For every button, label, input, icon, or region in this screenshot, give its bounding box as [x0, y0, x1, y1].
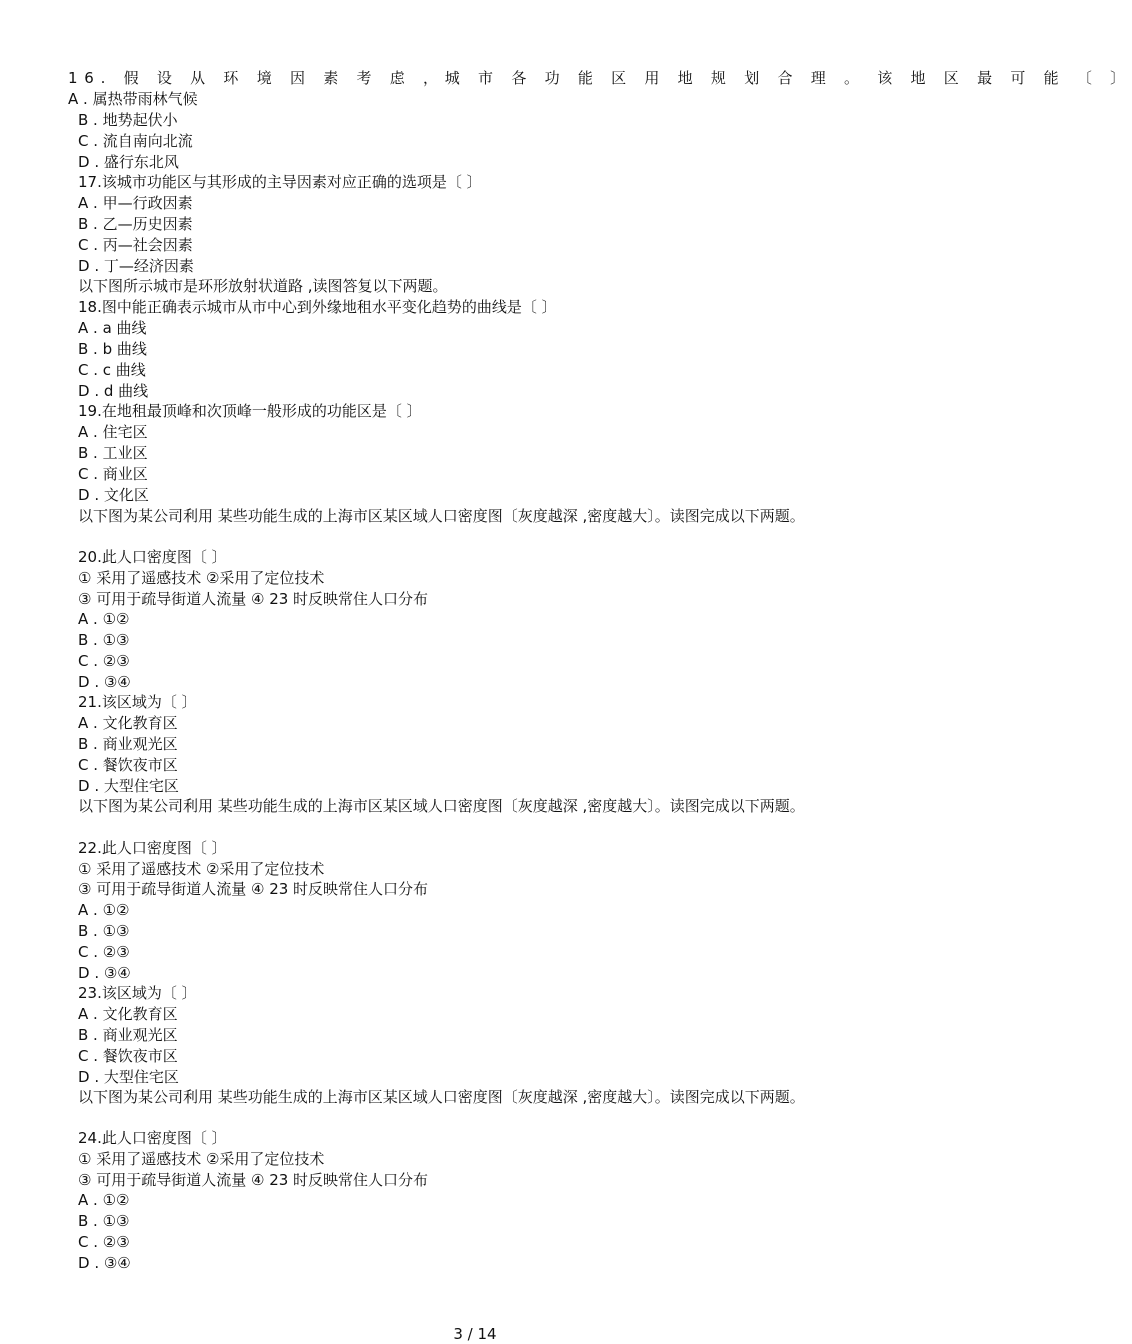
q23-option-d: D . 大型住宅区	[78, 1068, 179, 1086]
q22-statement-1-2: ① 采用了遥感技术 ②采用了定位技术	[78, 860, 325, 878]
q20-option-b: B . ①③	[78, 631, 130, 649]
q23-option-a: A . 文化教育区	[78, 1005, 178, 1023]
q16-option-a: A . 属热带雨林气候	[68, 90, 198, 108]
q18-option-c: C . c 曲线	[78, 361, 146, 379]
q16-option-d: D . 盛行东北风	[78, 153, 179, 171]
q21-option-d: D . 大型住宅区	[78, 777, 179, 795]
q17-option-a: A . 甲—行政因素	[78, 194, 193, 212]
q20-option-a: A . ①②	[78, 610, 130, 628]
intro-q20-21: 以下图为某公司利用 某些功能生成的上海市区某区域人口密度图〔灰度越深 ,密度越大〕。读图完成以下两题。	[78, 507, 805, 525]
q17-option-d: D . 丁—经济因素	[78, 257, 194, 275]
q19-option-c: C . 商业区	[78, 465, 148, 483]
q19-option-b: B . 工业区	[78, 444, 148, 462]
intro-q24: 以下图为某公司利用 某些功能生成的上海市区某区域人口密度图〔灰度越深 ,密度越大〕。读图完成以下两题。	[78, 1088, 805, 1106]
q22-option-a: A . ①②	[78, 901, 130, 919]
q24-option-c: C . ②③	[78, 1233, 130, 1251]
q24-statement-3-4: ③ 可用于疏导街道人流量 ④ 23 时反映常住人口分布	[78, 1171, 429, 1189]
question-16-stem: 16. 假 设 从 环 境 因 素 考 虑 ，城 市 各 功 能 区 用 地 规 划 合 理 。 该 地 区 最 可 能 〔 〕	[68, 69, 1132, 87]
question-20-stem: 20.此人口密度图〔 〕	[78, 548, 227, 566]
question-17-stem: 17.该城市功能区与其形成的主导因素对应正确的选项是〔 〕	[78, 173, 482, 191]
q20-option-c: C . ②③	[78, 652, 130, 670]
q20-statement-3-4: ③ 可用于疏导街道人流量 ④ 23 时反映常住人口分布	[78, 590, 429, 608]
question-18-stem: 18.图中能正确表示城市从市中心到外缘地租水平变化趋势的曲线是〔 〕	[78, 298, 557, 316]
question-19-stem: 19.在地租最顶峰和次顶峰一般形成的功能区是〔 〕	[78, 402, 422, 420]
q20-statement-1-2: ① 采用了遥感技术 ②采用了定位技术	[78, 569, 325, 587]
page-number: 3 / 14	[453, 1325, 497, 1343]
q24-statement-1-2: ① 采用了遥感技术 ②采用了定位技术	[78, 1150, 325, 1168]
q22-option-b: B . ①③	[78, 922, 130, 940]
q21-option-a: A . 文化教育区	[78, 714, 178, 732]
q23-option-c: C . 餐饮夜市区	[78, 1047, 178, 1065]
q18-option-a: A . a 曲线	[78, 319, 147, 337]
q23-option-b: B . 商业观光区	[78, 1026, 178, 1044]
q21-option-c: C . 餐饮夜市区	[78, 756, 178, 774]
q18-option-b: B . b 曲线	[78, 340, 147, 358]
q21-option-b: B . 商业观光区	[78, 735, 178, 753]
q24-option-a: A . ①②	[78, 1191, 130, 1209]
q16-option-c: C . 流自南向北流	[78, 132, 193, 150]
question-24-stem: 24.此人口密度图〔 〕	[78, 1129, 227, 1147]
q20-option-d: D . ③④	[78, 673, 131, 691]
q22-statement-3-4: ③ 可用于疏导街道人流量 ④ 23 时反映常住人口分布	[78, 880, 429, 898]
intro-q18-19: 以下图所示城市是环形放射状道路 ,读图答复以下两题。	[78, 277, 448, 295]
q16-option-b: B . 地势起伏小	[78, 111, 178, 129]
q17-option-b: B . 乙—历史因素	[78, 215, 193, 233]
q19-option-d: D . 文化区	[78, 486, 149, 504]
intro-q22-23: 以下图为某公司利用 某些功能生成的上海市区某区域人口密度图〔灰度越深 ,密度越大〕。读图完成以下两题。	[78, 797, 805, 815]
question-23-stem: 23.该区域为〔 〕	[78, 984, 197, 1002]
question-22-stem: 22.此人口密度图〔 〕	[78, 839, 227, 857]
q24-option-d: D . ③④	[78, 1254, 131, 1272]
q24-option-b: B . ①③	[78, 1212, 130, 1230]
q19-option-a: A . 住宅区	[78, 423, 148, 441]
q18-option-d: D . d 曲线	[78, 382, 149, 400]
q22-option-c: C . ②③	[78, 943, 130, 961]
q17-option-c: C . 丙—社会因素	[78, 236, 193, 254]
question-21-stem: 21.该区域为〔 〕	[78, 693, 197, 711]
q22-option-d: D . ③④	[78, 964, 131, 982]
